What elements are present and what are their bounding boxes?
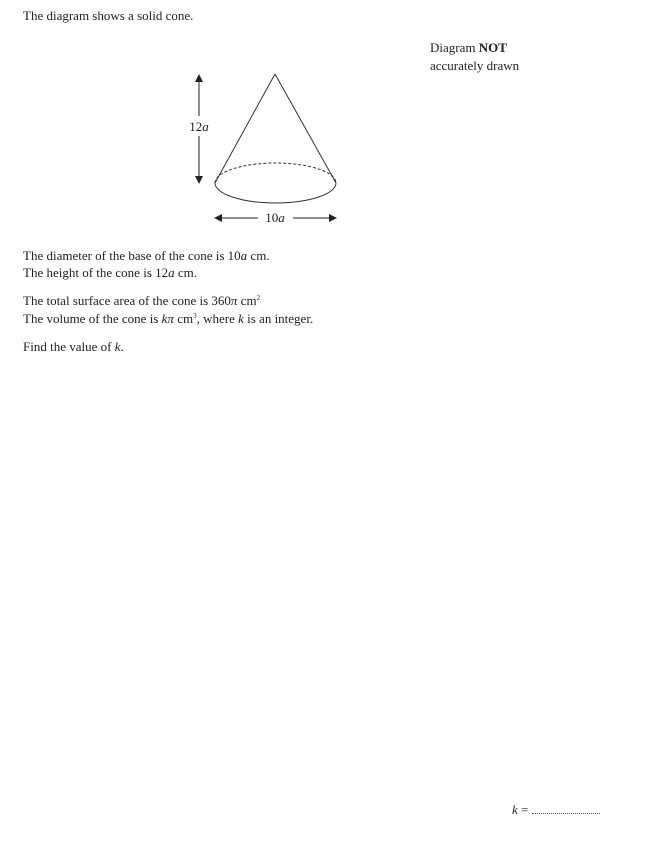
- cone-base-back-edge: [215, 163, 336, 183]
- cone-base-front-edge: [215, 183, 336, 203]
- volume-statement: The volume of the cone is kπ $cm^3$, where k is an integer.: [23, 311, 314, 326]
- cone-diagram: [0, 0, 665, 240]
- diagram-note-emphasis: NOT: [478, 40, 507, 55]
- answer-line: [512, 801, 600, 818]
- intro-text: The diagram shows a solid cone.: [23, 8, 194, 23]
- height-label: 12a: [189, 119, 209, 134]
- diagram-note-prefix: Diagram: [430, 40, 479, 55]
- cone-right-edge: [275, 74, 336, 183]
- answer-equals: =: [517, 802, 529, 817]
- answer-variable: k: [512, 802, 518, 817]
- task-text: Find the value of k.: [23, 339, 124, 354]
- cone-left-edge: [215, 74, 275, 183]
- height-statement: The height of the cone is 12a cm.: [23, 265, 198, 280]
- diameter-statement: The diameter of the base of the cone is 10a cm.: [23, 248, 270, 263]
- answer-field[interactable]: [532, 804, 600, 814]
- diagram-note-line2: accurately drawn: [430, 58, 520, 73]
- width-label: 10a: [265, 210, 285, 225]
- surface-area-statement: The total surface area of the cone is 360π $cm^2$: [23, 293, 261, 308]
